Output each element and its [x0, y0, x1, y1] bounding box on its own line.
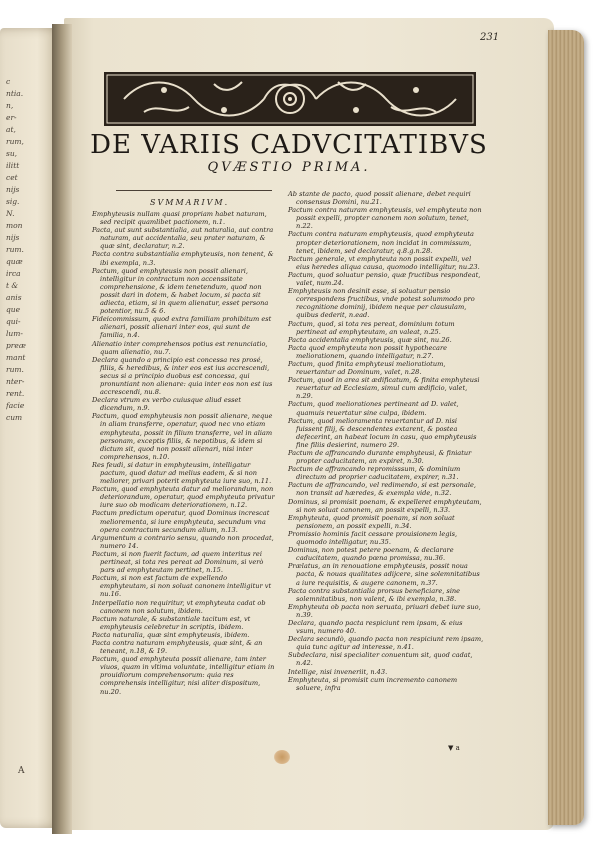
summary-heading: SVMMARIVM.: [150, 198, 230, 207]
summary-entry: Emphyteusis nullam quasi propriam habet naturam, sed recipit quamlibet pactionem, n.1.: [92, 210, 267, 227]
summary-entry: Declara quando a principio est concessa res prosé, filiis, & heredibus, & inter eos est ius accrescendi, secus si a principio duobus est concessa, qui pronuntiant non alienare: quia inter eos non est ius accrescendi, nu.8.: [92, 355, 273, 397]
summary-entry: Pactum de affrancando repromisssum, & dominium directum ad proprier caducitatem, expirer, n.31.: [288, 465, 461, 482]
summary-entry: Pactum, quod finita emphyteusi melioratiotum, reuertantur ad Dominum, valet, n.28.: [288, 359, 446, 377]
page-stain: [274, 750, 290, 764]
left-page-text-fragments: c ntia. n, er- at, rum, su, ilitt cet nijs sig. N. mon nijs rum. quæ irca t & anis que qui- lum- preæ mant rum. nter- rent. facie cum: [6, 77, 26, 422]
summary-entry: Pacta naturalia, quæ sint emphyteusis, ibidem.: [92, 630, 250, 639]
summary-entry: Pacta contra naturam emphyteusis, quæ sint, & an teneant, n.18, & 19.: [92, 638, 263, 656]
book-gutter: [52, 24, 72, 834]
summary-entry: Pactum, quod soluatur pensio, quæ fructibus respondeat, valet, num.24.: [288, 270, 481, 288]
section-title: DE VARIIS CADVCITATIBVS: [90, 130, 488, 160]
summary-entry: Pacta quod emphyteuta non possit hypothecare meliorationem, quando intelligatur, n.27.: [288, 343, 448, 360]
summary-entry: Pactum, quod emphyteusis non possit alienare, neque in aliam transferre, operatur, quod nec vno etiam emphyteuta, possit in filium transferre, vel in aliam personam, exceptis filiis, & nepotibus, & idem si dictum sit, quod non possit alienari, nisi inter comprehensos, n.10.: [92, 412, 273, 461]
summary-entry: Pacta accidentalia emphyteusis, quæ sint, nu.26.: [288, 335, 452, 344]
section-subtitle: QVÆSTIO PRIMA.: [207, 160, 371, 175]
summary-entry: Declara, quando pacta respiciunt rem ipsam, & eius vsum, numero 40.: [288, 618, 463, 636]
headpiece-ornament: [104, 72, 476, 126]
summary-entry: Emphyteuta, quod promisit poenam, si non soluat pensionem, an possit expelli, n.34.: [288, 513, 455, 530]
summary-entry: Pactum, si non est factum de expellendo emphyteutam, si non soluat canonem intelligitur vt nu.16.: [92, 574, 272, 599]
page-number: 231: [480, 32, 500, 43]
summary-entry: Pactum predictum operatur, quod Dominus increscat meliorementa, si iure emphyteuta, secundum vna opera contractum secundum alium, n.13.: [92, 509, 270, 534]
summary-entry: Pactum, quod emphyteuta datur ad meliorandum, non deteriorandum, operatur, quod emphyteuta privatur iure suo ob modicam deteriorationem, n.12.: [92, 485, 275, 510]
summary-right-column: [288, 190, 484, 692]
summary-entry: Pactum naturale, & substantiale tacitum est, vt emphyteusis celebretur in scriptis, ibidem.: [92, 614, 251, 631]
summary-entry: Subdeclara, nisi specialiter conuentum sit, quod cadat, n.42.: [288, 651, 473, 668]
summary-entry: Declara vtrum ex verbo cuiusque aliud esset dicendum, n.9.: [92, 396, 242, 413]
summary-entry: Pacta, aut sunt substantialia, aut naturalia, aut contra naturam, aut accidentalia, seu prater naturam, & quæ sint, declaratur, n.2.: [92, 226, 274, 251]
summary-entry: Fideicommissum, quod extra familiam prohibitum est alienari, possit alienari inter eos, qui sunt de familia, n.4.: [92, 315, 272, 340]
summary-entry: Pactum, quod, si tota res pereat, dominium totum pertineat ad emphyteutam, an valeat, n.25.: [288, 319, 455, 336]
title-rule: [116, 190, 272, 191]
summary-entry: Pactum, quod meliorationes pertineant ad D. valet, quamuis reuertatur sine culpa, ibidem.: [288, 400, 459, 417]
summary-entry: Pactum de affrancando durante emphyteusi, & finiatur propter caducitatem, an expiret, n.30.: [288, 449, 472, 466]
summary-entry: Argumentum a contrario sensu, quando non procedat, numero 14.: [92, 533, 274, 550]
summary-entry: Pactum contra naturam emphyteusis, vel emphyteuta non possit expelli, propter canonem non solutum, tenet, n.22.: [288, 206, 482, 231]
summary-entry: Alienatio inter comprehensos potius est renunciatio, quam alienatio, nu.7.: [92, 339, 268, 356]
summary-entry: Pactum, si non fuerit factum, ad quem interitus rei pertineat, si tota res pereat ad Dominum, si verò pars ad emphyteutam pertinet, n.15.: [92, 549, 264, 575]
left-margin-letter: A: [18, 766, 25, 776]
summary-entry: Emphyteuta, si promisit cum incremento canonem soluere, infra: [288, 675, 458, 692]
summary-entry: Pactum generale, vt emphyteuta non possit expelli, vel eius heredes aliqua causa, quomodo intelligitur, nu.23.: [288, 254, 480, 271]
summary-entry: Dominus, non potest petere poenam, & declarare caducitatem, quando pœna promissa, nu.36.: [288, 546, 454, 563]
summary-entry: Pactum, quod emphyteusis non possit alienari, intelligitur in contractum non accenssitate comprehensione, & idem tenetendum, quod non possit dari in dotem, & habet locum, si pacta sit adiecta, etiam, si in quem alienatur, esset persona potentior, nu.5 & 6.: [92, 266, 269, 316]
summary-entry: Promissio hominis facit cessare prouisionem legis, quomodo intelligatur, nu.35.: [288, 529, 458, 547]
summary-entry: Pactum de affrancando, vel redimendo, si est personale, non transit ad hæredes, & exempla vide, n.32.: [288, 481, 476, 498]
summary-entry: Dominus, si promisit poenam, & expelleret emphyteutam, si non soluat canonem, an possit expelli, n.33.: [288, 497, 482, 514]
summary-entry: Declara secundò, quando pacta non respiciunt rem ipsam, quia tunc agitur ad interesse, n.41.: [288, 635, 484, 652]
summary-entry: Intellige, nisi inveneriit, n.43.: [288, 667, 388, 676]
summary-entry: Prælatus, an in renouatione emphyteusis, possit noua pacta, & nouas qualitates adijcere, sine solemnitatibus a iure requisitis, & augere canonem, n.37.: [288, 562, 480, 587]
summary-entry: Interpellatio non requiritur, vt emphyteuta cadat ob canonem non solutum, ibidem.: [92, 598, 266, 615]
summary-entry: Emphyteusis non desinit esse, si soluatur pensio correspondens fructibus, vnde potest solummodo pro recognitione dominij, ibidem neque per clausulam, quibus dederit, n.ead.: [288, 287, 475, 320]
summary-entry: Pactum contra naturam emphyteusis, quod emphyteuta propter deteriorationem, non incidat in commissum, tenet, ibidem, sed declaratur, q.8.g.n.28.: [288, 230, 474, 255]
summary-entry: Res feudi, si datur in emphyteusim, intelligatur pactum, quod datur ad melius eadem, & si non meliorer, privari poterit emphyteuta iure suo, n.11.: [92, 460, 272, 486]
summary-entry: Pactum, quod melioramenta reuertantur ad D. nisi fuissent filij, & descendentes extarent, & postea defecerint, an habeat locum in casu, quo emphyteusis fine filiis desierint, numero 29.: [288, 416, 477, 449]
summary-entry: Emphyteuta ob pacta non seruata, priuari debet iure suo, n.39.: [288, 602, 481, 619]
summary-entry: Pactum, quod in area sit ædificatum, & finita emphyteusi reuertatur ad Ecclesiam, simul cum ædificio, valet, n.29.: [288, 376, 480, 401]
page-fore-edge: [548, 30, 584, 825]
summary-entry: Ab stante de pacto, quod possit alienare, debet requiri consensus Domini, nu.21.: [288, 190, 471, 207]
summary-entry: Pacta contra substantialia prorsus beneficiare, sine solemnitatibus, non valent, & ibi exempla, n.38.: [288, 586, 461, 603]
summary-entry: Pacta contra substantialia emphyteusis, non tenent, & ibi exempla, n.3.: [92, 250, 274, 267]
summary-left-column: [92, 210, 276, 696]
summary-entry: Pactum, quod emphyteuta possit alienare, tam inter viuos, quam in vltima voluntate, intelligitur etiam in prouidiorum comprehensorum: quia res comprehensis intelligitur, nisi aliter dispositum, nu.20.: [92, 655, 275, 696]
catchword-mark: ▼ a: [448, 744, 460, 752]
